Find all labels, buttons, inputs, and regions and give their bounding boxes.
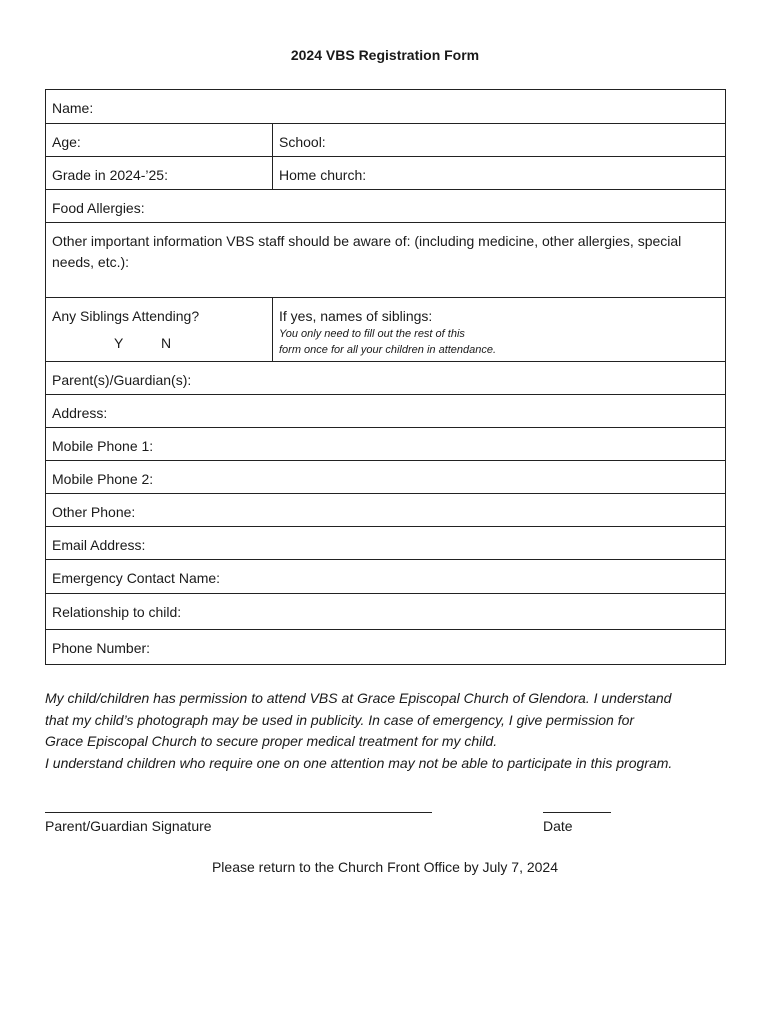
mobile1-row [46, 427, 725, 460]
mobile2-row [46, 460, 725, 493]
address-field[interactable]: Address: [52, 405, 108, 421]
other-info-field[interactable]: Other important information VBS staff should be aware of: (including medicine, other allergies, special needs, etc.): [52, 233, 682, 270]
food-allergies-row [46, 189, 725, 222]
yes-option[interactable]: Y [114, 335, 124, 351]
name-row [46, 90, 725, 123]
age-field[interactable]: Age: [46, 124, 273, 156]
relationship-row [46, 593, 725, 629]
home-church-field[interactable]: Home church: [279, 167, 367, 183]
mobile-phone-2-field[interactable]: Mobile Phone 2: [52, 471, 154, 487]
other-phone-field[interactable]: Other Phone: [52, 504, 136, 520]
parents-row [46, 361, 725, 394]
siblings-row [46, 297, 725, 361]
school-field[interactable]: School: [279, 134, 326, 150]
signature-label: Parent/Guardian Signature [45, 818, 212, 834]
phone-number-field[interactable]: Phone Number: [52, 640, 151, 656]
permission-line-1: My child/children has permission to attend VBS at Grace Episcopal Church of Glendora. I understand [45, 690, 672, 706]
phone-number-row [46, 629, 725, 664]
date-label: Date [543, 818, 573, 834]
parents-field[interactable]: Parent(s)/Guardian(s): [52, 372, 192, 388]
emergency-contact-field[interactable]: Emergency Contact Name: [52, 570, 221, 586]
permission-statement [45, 688, 735, 774]
registration-table [45, 89, 726, 665]
age-school-row [46, 123, 725, 156]
siblings-note-line2: form once for all your children in attendance. [279, 343, 497, 356]
siblings-attending-label: Any Siblings Attending? [52, 308, 200, 324]
permission-line-2: that my child’s photograph may be used in publicity. In case of emergency, I give permission for [45, 711, 635, 728]
return-instructions: Please return to the Church Front Office by July 7, 2024 [211, 859, 559, 875]
food-allergies-field[interactable]: Food Allergies: [52, 200, 145, 216]
no-option[interactable]: N [161, 335, 172, 351]
mobile-phone-1-field[interactable]: Mobile Phone 1: [52, 438, 154, 454]
siblings-names-label: If yes, names of siblings: [279, 308, 433, 324]
yes-no-choice [52, 333, 266, 354]
form-title: 2024 VBS Registration Form [290, 47, 480, 63]
other-phone-row [46, 493, 725, 526]
permission-line-3: Grace Episcopal Church to secure proper medical treatment for my child. [45, 733, 498, 749]
emergency-row [46, 559, 725, 593]
date-line[interactable] [543, 812, 611, 813]
grade-field[interactable]: Grade in 2024-’25: [46, 157, 273, 189]
other-info-row [46, 222, 725, 297]
email-row [46, 526, 725, 559]
siblings-note-line1: You only need to fill out the rest of this [279, 328, 465, 340]
name-field[interactable]: Name: [52, 100, 94, 116]
signature-line[interactable] [45, 812, 432, 813]
permission-line-4: I understand children who require one on one attention may not be able to participate in this program. [45, 754, 673, 771]
relationship-field[interactable]: Relationship to child: [52, 604, 182, 620]
address-row [46, 394, 725, 427]
siblings-attending-field [46, 298, 273, 361]
siblings-names-field[interactable] [273, 298, 725, 361]
grade-church-row [46, 156, 725, 189]
email-field[interactable]: Email Address: [52, 537, 146, 553]
